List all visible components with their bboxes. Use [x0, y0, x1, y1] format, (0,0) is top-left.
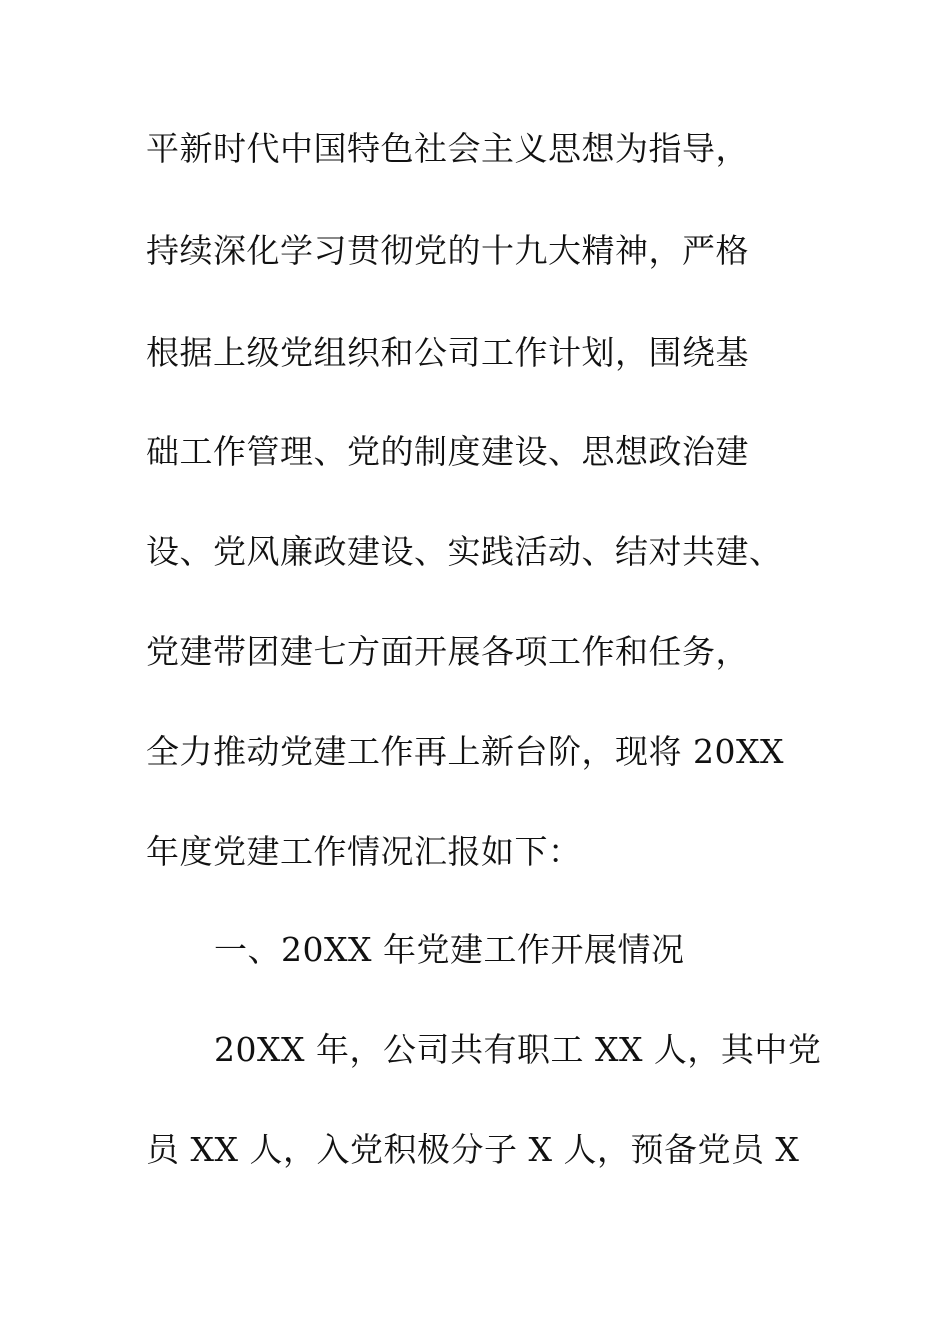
text-line-8: 年度党建工作情况汇报如下： [146, 832, 582, 871]
section-heading: 一、20XX 年党建工作开展情况 [214, 930, 685, 969]
text-line-7: 全力推动党建工作再上新台阶，现将 20XX [146, 732, 784, 771]
text-line-6: 党建带团建七方面开展各项工作和任务， [146, 632, 749, 671]
text-line-4: 础工作管理、党的制度建设、思想政治建 [146, 432, 749, 471]
text-line-1: 平新时代中国特色社会主义思想为指导， [146, 129, 749, 168]
text-line-3: 根据上级党组织和公司工作计划，围绕基 [146, 333, 749, 372]
paragraph-start-line: 20XX 年，公司共有职工 XX 人，其中党 [214, 1030, 822, 1069]
text-line-2: 持续深化学习贯彻党的十九大精神，严格 [146, 231, 749, 270]
text-line-5: 设、党风廉政建设、实践活动、结对共建、 [146, 532, 783, 571]
text-line-11: 员 XX 人，入党积极分子 X 人，预备党员 X [146, 1130, 800, 1169]
